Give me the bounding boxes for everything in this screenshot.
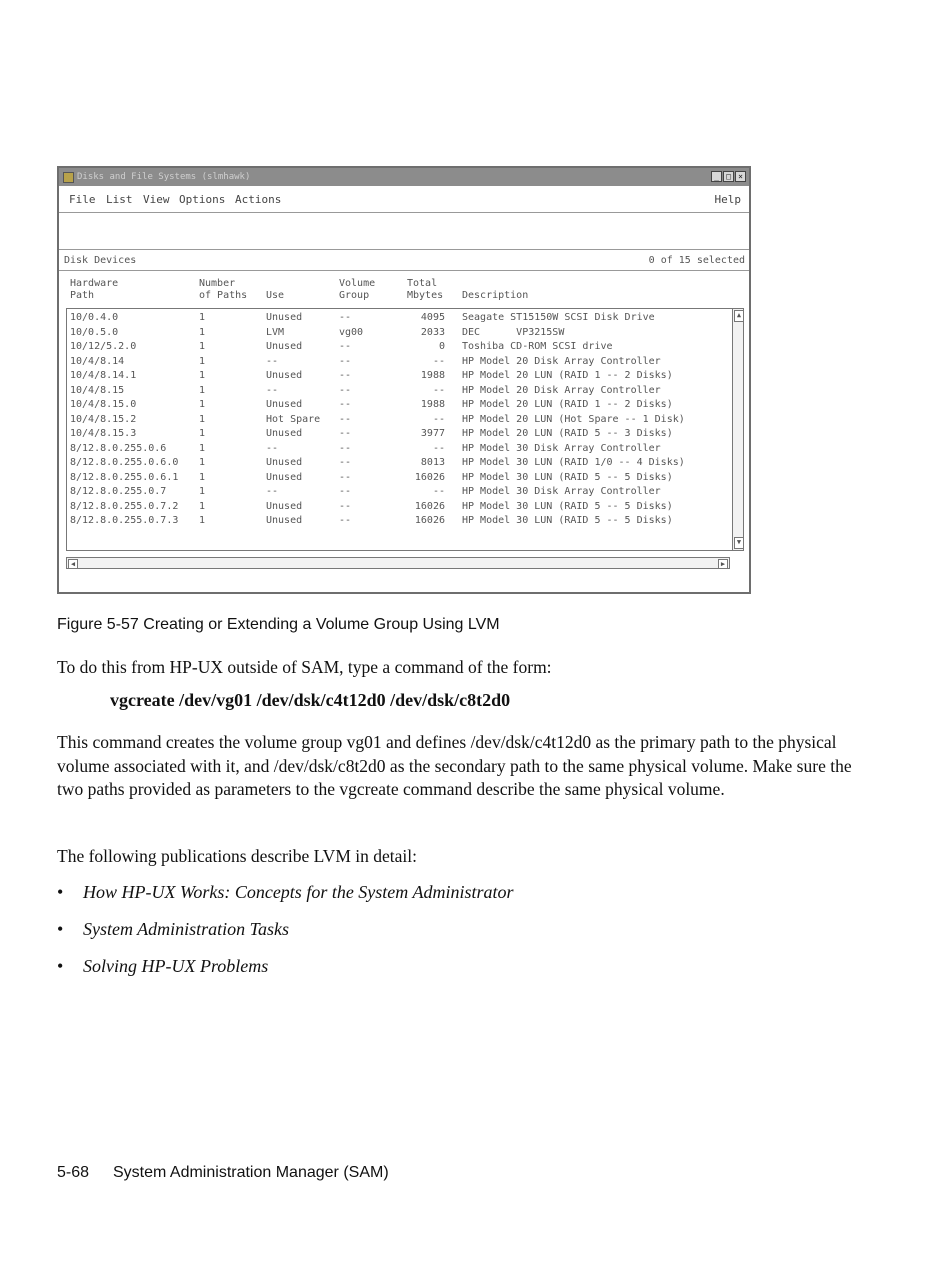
cell-volume-group: -- — [339, 355, 352, 367]
menu-actions[interactable]: Actions — [235, 193, 282, 206]
cell-volume-group: vg00 — [339, 326, 364, 338]
cell-hardware-path: 8/12.8.0.255.0.6.1 — [70, 471, 179, 483]
page-number: 5-68 — [57, 1164, 90, 1181]
cell-volume-group: -- — [339, 384, 352, 396]
cell-num-paths: 1 — [199, 355, 206, 367]
menu-view[interactable]: View — [143, 193, 170, 206]
cell-num-paths: 1 — [199, 384, 206, 396]
cell-volume-group: -- — [339, 515, 352, 526]
cell-num-paths: 1 — [199, 457, 206, 468]
cell-num-paths: 1 — [199, 399, 206, 410]
table-row[interactable] — [67, 514, 736, 528]
cell-total-mbytes: 1988 — [420, 370, 445, 381]
cell-volume-group: -- — [339, 486, 352, 497]
cell-total-mbytes: -- — [432, 442, 445, 454]
cell-use: Unused — [266, 515, 303, 526]
column-header-total-mbytes[interactable]: Total Mbytes — [407, 278, 444, 301]
cell-description: HP Model 30 LUN (RAID 1/0 -- 4 Disks) — [462, 457, 685, 468]
table-row[interactable] — [67, 500, 736, 514]
table-row[interactable] — [67, 456, 736, 470]
horizontal-scrollbar[interactable] — [66, 557, 730, 569]
scroll-up-icon[interactable]: ▲ — [734, 310, 744, 322]
cell-volume-group: -- — [339, 341, 352, 352]
table-row[interactable] — [67, 355, 736, 369]
table-row[interactable] — [67, 340, 736, 354]
window-title: Disks and File Systems (slmhawk) — [77, 172, 251, 182]
cell-num-paths: 1 — [199, 341, 206, 352]
cell-description: DEC VP3215SW — [462, 326, 565, 338]
cell-use: LVM — [266, 326, 285, 338]
toolbar-area — [59, 213, 749, 250]
cell-hardware-path: 10/4/8.14.1 — [70, 370, 137, 381]
menu-bar — [59, 188, 749, 213]
vertical-scrollbar[interactable] — [732, 308, 744, 551]
table-row[interactable] — [67, 485, 736, 499]
cell-total-mbytes: 4095 — [420, 312, 445, 323]
cell-num-paths: 1 — [199, 428, 206, 439]
cell-hardware-path: 10/4/8.14 — [70, 355, 125, 367]
cell-description: HP Model 20 LUN (Hot Spare -- 1 Disk) — [462, 413, 685, 425]
table-row[interactable] — [67, 369, 736, 383]
table-row[interactable] — [67, 326, 736, 340]
intro-paragraph: To do this from HP-UX outside of SAM, type a command of the form: — [57, 657, 552, 677]
cell-total-mbytes: 16026 — [414, 471, 445, 483]
cell-description: HP Model 20 Disk Array Controller — [462, 384, 661, 396]
cell-use: Unused — [266, 500, 303, 512]
publication-title: How HP-UX Works: Concepts for the System Administrator — [83, 882, 514, 902]
cell-num-paths: 1 — [199, 471, 206, 483]
cell-total-mbytes: -- — [432, 413, 445, 425]
disk-device-list[interactable] — [66, 308, 737, 551]
section-label: Disk Devices — [64, 255, 137, 266]
cell-use: -- — [266, 486, 279, 497]
cell-total-mbytes: 0 — [438, 341, 445, 352]
footer-section-title: System Administration Manager (SAM) — [113, 1164, 389, 1181]
table-row[interactable] — [67, 311, 736, 325]
cell-total-mbytes: 3977 — [420, 428, 445, 439]
cell-total-mbytes: 16026 — [414, 515, 445, 526]
cell-hardware-path: 8/12.8.0.255.0.7 — [70, 486, 167, 497]
bullet-icon: • — [57, 882, 64, 902]
cell-num-paths: 1 — [199, 413, 206, 425]
scroll-down-icon[interactable]: ▼ — [734, 537, 744, 549]
cell-hardware-path: 10/0.5.0 — [70, 326, 119, 338]
cell-volume-group: -- — [339, 442, 352, 454]
table-row[interactable] — [67, 413, 736, 427]
cell-use: Unused — [266, 370, 303, 381]
scroll-right-icon[interactable]: ▶ — [718, 559, 728, 569]
cell-use: -- — [266, 355, 279, 367]
cell-description: HP Model 20 Disk Array Controller — [462, 355, 661, 367]
cell-total-mbytes: -- — [432, 486, 445, 497]
column-header-num-paths[interactable]: Number of Paths — [199, 278, 248, 301]
cell-num-paths: 1 — [199, 515, 206, 526]
publication-title: Solving HP-UX Problems — [83, 956, 269, 976]
scroll-left-icon[interactable]: ◀ — [68, 559, 78, 569]
app-icon — [63, 172, 74, 183]
cell-use: -- — [266, 442, 279, 454]
column-header-volume-group[interactable]: Volume Group — [339, 278, 376, 301]
cell-volume-group: -- — [339, 457, 352, 468]
cell-description: HP Model 20 LUN (RAID 1 -- 2 Disks) — [462, 399, 673, 410]
figure-caption: Figure 5-57 Creating or Extending a Volume Group Using LVM — [57, 616, 500, 633]
cell-description: HP Model 20 LUN (RAID 1 -- 2 Disks) — [462, 370, 673, 381]
cell-num-paths: 1 — [199, 442, 206, 454]
cell-use: -- — [266, 384, 279, 396]
cell-description: HP Model 30 LUN (RAID 5 -- 5 Disks) — [462, 471, 673, 483]
cell-hardware-path: 8/12.8.0.255.0.7.3 — [70, 515, 179, 526]
cell-hardware-path: 10/4/8.15 — [70, 384, 125, 396]
close-button[interactable]: × — [735, 171, 746, 182]
cell-volume-group: -- — [339, 471, 352, 483]
cell-total-mbytes: 2033 — [420, 326, 445, 338]
bullet-icon: • — [57, 956, 64, 976]
cell-num-paths: 1 — [199, 500, 206, 512]
publication-title: System Administration Tasks — [83, 919, 290, 939]
explanation-paragraph: This command creates the volume group vg01 and defines /dev/dsk/c4t12d0 as the primary path to the physical volume associated with it, and /dev/dsk/c8t2d0 as the secondary path to the same physical volume. Make sure the two paths provided as parameters to the vgcreate command describe the same physical volume. — [57, 732, 852, 799]
menu-help[interactable]: Help — [714, 193, 741, 206]
maximize-button[interactable]: □ — [723, 171, 734, 182]
cell-volume-group: -- — [339, 312, 352, 323]
cell-total-mbytes: -- — [432, 384, 445, 396]
cell-hardware-path: 10/4/8.15.3 — [70, 428, 137, 439]
selection-status: 0 of 15 selected — [648, 255, 745, 266]
cell-total-mbytes: 1988 — [420, 399, 445, 410]
section-header — [59, 250, 749, 271]
cell-hardware-path: 10/4/8.15.2 — [70, 413, 137, 425]
cell-volume-group: -- — [339, 500, 352, 512]
cell-num-paths: 1 — [199, 326, 206, 338]
cell-total-mbytes: 8013 — [420, 457, 445, 468]
page-footer — [57, 1164, 389, 1182]
cell-description: HP Model 30 Disk Array Controller — [462, 442, 661, 454]
cell-volume-group: -- — [339, 413, 352, 425]
menu-file[interactable]: File — [69, 193, 96, 206]
cell-hardware-path: 8/12.8.0.255.0.7.2 — [70, 500, 179, 512]
window-titlebar — [59, 168, 749, 186]
cell-description: HP Model 20 LUN (RAID 5 -- 3 Disks) — [462, 428, 673, 439]
cell-description: Seagate ST15150W SCSI Disk Drive — [462, 312, 655, 323]
column-header-hardware-path[interactable]: Hardware Path — [70, 278, 119, 301]
cell-description: HP Model 30 LUN (RAID 5 -- 5 Disks) — [462, 500, 673, 512]
cell-volume-group: -- — [339, 399, 352, 410]
table-row[interactable] — [67, 471, 736, 485]
bullet-icon: • — [57, 919, 64, 939]
cell-num-paths: 1 — [199, 312, 206, 323]
cell-hardware-path: 8/12.8.0.255.0.6 — [70, 442, 167, 454]
cell-hardware-path: 10/0.4.0 — [70, 312, 119, 323]
cell-hardware-path: 10/12/5.2.0 — [70, 341, 137, 352]
menu-options[interactable]: Options — [179, 193, 226, 206]
cell-use: Unused — [266, 312, 303, 323]
cell-num-paths: 1 — [199, 370, 206, 381]
cell-num-paths: 1 — [199, 486, 206, 497]
menu-list[interactable]: List — [106, 193, 133, 206]
cell-description: HP Model 30 Disk Array Controller — [462, 486, 661, 497]
table-row[interactable] — [67, 384, 736, 398]
command-example: vgcreate /dev/vg01 /dev/dsk/c4t12d0 /dev/dsk/c8t2d0 — [110, 690, 511, 710]
cell-description: HP Model 30 LUN (RAID 5 -- 5 Disks) — [462, 515, 673, 526]
cell-volume-group: -- — [339, 370, 352, 381]
cell-use: Unused — [266, 428, 303, 439]
cell-hardware-path: 10/4/8.15.0 — [70, 399, 137, 410]
cell-volume-group: -- — [339, 428, 352, 439]
cell-total-mbytes: -- — [432, 355, 445, 367]
cell-use: Unused — [266, 341, 303, 352]
table-row[interactable] — [67, 427, 736, 441]
cell-use: Unused — [266, 399, 303, 410]
cell-use: Hot Spare — [266, 413, 321, 425]
publications-intro: The following publications describe LVM in detail: — [57, 846, 417, 866]
column-header-use[interactable]: Use — [266, 290, 285, 301]
column-header-description[interactable]: Description — [462, 290, 529, 301]
table-row[interactable] — [67, 398, 736, 412]
minimize-button[interactable]: _ — [711, 171, 722, 182]
cell-use: Unused — [266, 471, 303, 483]
cell-total-mbytes: 16026 — [414, 500, 445, 512]
cell-description: Toshiba CD-ROM SCSI drive — [462, 341, 613, 352]
cell-use: Unused — [266, 457, 303, 468]
disks-file-systems-window — [57, 166, 751, 594]
table-row[interactable] — [67, 442, 736, 456]
cell-hardware-path: 8/12.8.0.255.0.6.0 — [70, 457, 179, 468]
